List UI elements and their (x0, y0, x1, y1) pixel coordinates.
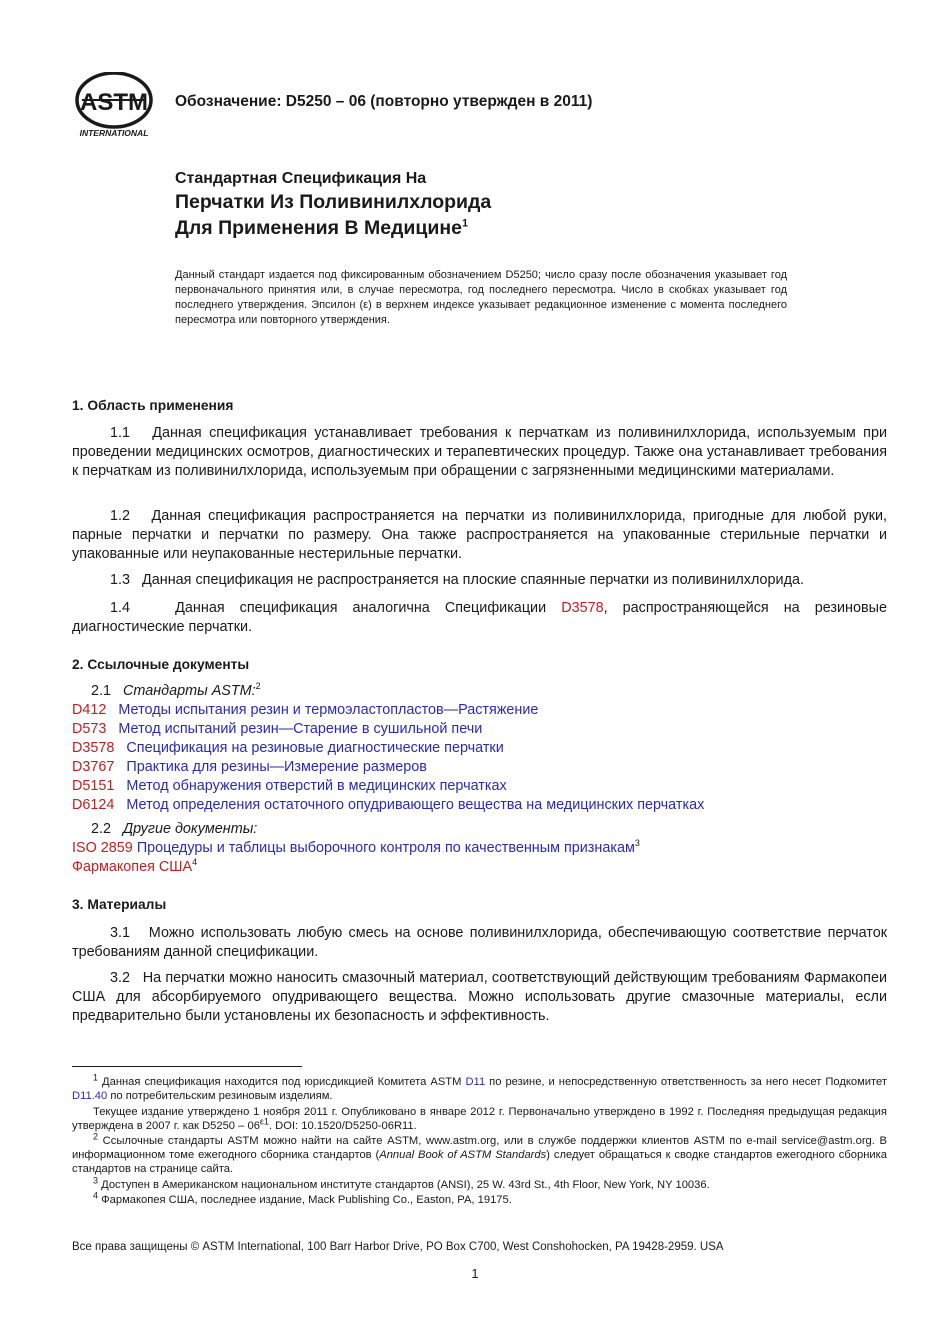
reference-item[interactable] (72, 777, 887, 796)
paragraph-number: 1.3 (110, 572, 131, 588)
footnote-2 (72, 1131, 888, 1177)
footnote-mark-4: 4 (192, 857, 198, 868)
footnote-mark-2: 2 (255, 681, 261, 692)
footnote-text: Доступен в Американском национальном институте стандартов (ANSI), 25 W. 43rd St., 4th Floor, New York, NY 10036. (101, 1179, 710, 1191)
footnote-divider (72, 1066, 302, 1067)
reference-item[interactable] (72, 839, 887, 858)
paragraph-text: На перчатки можно наносить смазочный материал, соответствующий действующим требованиям Фармакопеи США для абсорбируемого опудривающего вещества. Можно использовать другие смазочные материалы, если предварительно были установлены их безопасность и эффективность. (72, 970, 887, 1024)
logo-text-top: ASTM (80, 89, 148, 116)
reference-code: D412 (72, 702, 107, 718)
copyright-notice: Все права защищены © ASTM International, 100 Barr Harbor Drive, PO Box C700, West Conshohocken, PA 19428-2959. USA (72, 1241, 724, 1253)
reference-item[interactable] (72, 858, 887, 877)
paragraph-number: 3.1 (110, 925, 131, 941)
title-line-2 (175, 217, 468, 240)
page-number: 1 (471, 1266, 479, 1281)
paragraph-2-2 (91, 820, 791, 839)
footnote-text: Данная спецификация находится под юрисдикцией Комитета ASTM (102, 1076, 466, 1088)
logo-text-bottom: INTERNATIONAL (79, 128, 149, 138)
footnote-text: по потребительским резиновым изделиям. (107, 1090, 333, 1103)
footnote-text: Ссылочные стандарты ASTM можно найти на сайте ASTM, www.astm.org, или в службе поддержки клиентов ASTM по e-mail service@astm.org. В информационном томе ежегодного сборника стандартов ( (72, 1135, 888, 1162)
footnote-text: Текущее издание утверждено 1 ноября 2011 г. Опубликовано в январе 2012 г. Первоначально утверждено в 1992 г. Последняя предыдущая редакция утверждена в 2007 г. как D5250 – 06 (72, 1106, 887, 1133)
title-footnote-mark: 1 (462, 217, 469, 230)
paragraph-2-1 (91, 682, 791, 701)
footnote-1-current-edition (72, 1105, 887, 1133)
reference-code: D573 (72, 721, 107, 737)
section-1-heading: 1. Область применения (72, 398, 234, 413)
footnote-mark: 1 (93, 1072, 99, 1083)
link-d11[interactable]: D11 (465, 1076, 486, 1088)
paragraph-number: 3.2 (110, 970, 131, 986)
reference-item[interactable] (72, 739, 887, 758)
footnote-3 (72, 1175, 887, 1192)
paragraph-1-1 (72, 424, 887, 481)
paragraph-1-4 (72, 599, 887, 637)
link-d3578[interactable]: D3578 (561, 600, 604, 616)
footnote-text: по резине, и непосредственную ответственность за него несет Подкомитет (485, 1076, 888, 1088)
footnote-text: ) следует обращаться к сводке стандартов ежегодного сборника стандартов на странице сайта. (72, 1149, 887, 1176)
footnote-mark: 3 (93, 1175, 99, 1186)
reference-item[interactable] (72, 796, 887, 815)
title-line-1: Перчатки Из Поливинилхлорида (175, 191, 492, 213)
paragraph-number: 2.2 (91, 821, 112, 837)
footnote-mark: 2 (93, 1131, 99, 1142)
footnote-text: . DOI: 10.1520/D5250-06R11. (268, 1120, 417, 1133)
footnote-mark-3: 3 (634, 838, 640, 849)
footnote-1 (72, 1072, 888, 1103)
reference-code: D3578 (72, 740, 115, 756)
reference-title: Метод испытаний резин—Старение в сушильной печи (118, 721, 483, 737)
reference-item[interactable] (72, 701, 887, 720)
astm-logo-icon (72, 72, 156, 142)
reference-item[interactable] (72, 720, 887, 739)
epsilon-mark: ε1 (259, 1116, 269, 1127)
astm-standards-label: Стандарты ASTM: (123, 683, 256, 699)
paragraph-text: Данная спецификация устанавливает требования к перчаткам из поливинилхлорида, используемым при проведении медицинских осмотров, диагностических и терапевтических процедур. Также она устанавливает требования к перчаткам из поливинилхлорида, используемым при обращении с загрязненными медицинскими материалами. (72, 425, 887, 479)
astm-reference-list (72, 701, 887, 815)
astm-logo (72, 72, 156, 142)
reference-title: Практика для резины—Измерение размеров (126, 759, 427, 775)
paragraph-text: Можно использовать любую смесь на основе поливинилхлорида, обеспечивающую соответствие перчаток требованиям данной спецификации. (72, 925, 887, 960)
section-3-heading: 3. Материалы (72, 897, 167, 912)
issuance-note: Данный стандарт издается под фиксированным обозначением D5250; число сразу после обозначения указывает год первоначального принятия или, в случае пересмотра, год последнего пересмотра. Число в скобках указывает год последнего утверждения. Эпсилон (ε) в верхнем индексе указывает редакционное изменение с момента последнего пересмотра или повторного утверждения. (175, 269, 787, 326)
paragraph-3-1 (72, 924, 887, 962)
paragraph-text-before: Данная спецификация аналогична Спецификации (175, 600, 562, 616)
paragraph-1-2 (72, 507, 887, 564)
footnote-mark: 4 (93, 1190, 99, 1201)
reference-title: Спецификация на резиновые диагностические перчатки (126, 740, 504, 756)
reference-code: D5151 (72, 778, 115, 794)
reference-code: ISO 2859 (72, 840, 133, 856)
reference-title: Метод обнаружения отверстий в медицинских перчатках (126, 778, 507, 794)
section-2-heading: 2. Ссылочные документы (72, 657, 250, 672)
other-reference-list (72, 839, 887, 877)
reference-code: D3767 (72, 759, 115, 775)
paragraph-1-3 (72, 571, 887, 590)
paragraph-text: Данная спецификация распространяется на перчатки из поливинилхлорида, пригодные для любой руки, парные перчатки и перчатки по размеру. Она также распространяется на упакованные стерильные перчатки и упакованные или неупакованные нестерильные перчатки. (72, 508, 887, 562)
paragraph-text: Данная спецификация не распространяется на плоские спаянные перчатки из поливинилхлорида. (142, 572, 804, 588)
reference-title: Процедуры и таблицы выборочного контроля по качественным признакам (136, 840, 635, 856)
designation: Обозначение: D5250 – 06 (повторно утвержден в 2011) (175, 93, 593, 110)
link-d11-40[interactable]: D11.40 (72, 1090, 108, 1103)
paragraph-number: 1.2 (110, 508, 131, 524)
paragraph-3-2 (72, 969, 887, 1026)
footnote-italic: Annual Book of ASTM Standards (379, 1149, 547, 1162)
footnote-4 (72, 1190, 887, 1207)
reference-title: Фармакопея США (72, 859, 193, 875)
paragraph-number: 2.1 (91, 683, 112, 699)
paragraph-number: 1.1 (110, 425, 131, 441)
paragraph-text-after: , распространяющейся на резиновые диагностические перчатки. (72, 600, 887, 635)
reference-item[interactable] (72, 758, 887, 777)
paragraph-number: 1.4 (110, 600, 131, 616)
reference-code: D6124 (72, 797, 115, 813)
other-documents-label: Другие документы: (123, 821, 258, 837)
reference-title: Методы испытания резин и термоэластопластов—Растяжение (118, 702, 539, 718)
reference-title: Метод определения остаточного опудривающего вещества на медицинских перчатках (126, 797, 705, 813)
title-line-2-text: Для Применения В Медицине (175, 217, 462, 239)
standard-type: Стандартная Спецификация На (175, 170, 427, 187)
footnote-text: Фармакопея США, последнее издание, Mack Publishing Co., Easton, PA, 19175. (101, 1194, 512, 1206)
